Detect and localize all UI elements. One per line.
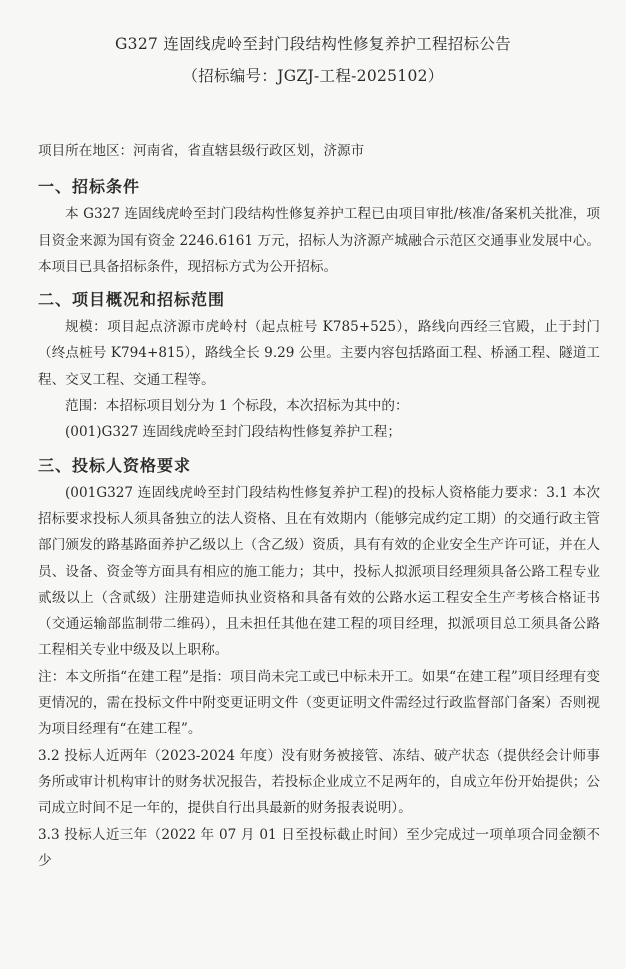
ongoing-project-note: 注：本文所指“在建工程”是指：项目尚未完工或已中标未开工。如果“在建工程”项目经理有变更情况的，需在投标文件中附变更证明文件（变更证明文件需经过行政监督部门备案）否则视为项目经理有“在建工程”。 xyxy=(38,668,600,738)
tender-scope-text: 范围：本招标项目划分为 1 个标段，本次招标为其中的： xyxy=(65,398,409,415)
document-title: G327 连固线虎岭至封门段结构性修复养护工程招标公告 xyxy=(115,35,511,53)
document-body xyxy=(38,138,600,874)
section-heading-tender-conditions: 一、招标条件 xyxy=(38,177,141,197)
tender-conditions-text: 本 G327 连固线虎岭至封门段结构性修复养护工程已由项目审批/核准/备案机关批准，项目资金来源为国有资金 2246.6161 万元，招标人为济源产城融合示范区交通事业发展中心。本项目已具备招标条件，现招标方式为公开招标。 xyxy=(38,206,600,275)
tender-lot-text: (001)G327 连固线虎岭至封门段结构性修复养护工程； xyxy=(65,424,401,441)
section-heading-bidder-qualifications: 三、投标人资格要求 xyxy=(38,455,192,475)
qualification-requirements-text: (001G327 连固线虎岭至封门段结构性修复养护工程)的投标人资格能力要求：3.1 本次招标要求投标人须具备独立的法人资格、且在有效期内（能够完成约定工期）的交通行政主管部门颁发的路基路面养护乙级以上（含乙级）资质，具有有效的企业安全生产许可证，并在人员、设备、资金等方面具有相应的施工能力；其中，投标人拟派项目经理须具备公路工程专业贰级以上（含贰级）注册建造师执业资格和具备有效的公路水运工程安全生产考核合格证书（交通运输部监制带二维码），且未担任其他在建工程的项目经理，拟派项目总工须具备公路工程相关专业中级及以上职称。 xyxy=(38,484,600,659)
project-scale-text: 规模：项目起点济源市虎岭村（起点桩号 K785+525），路线向西经三官殿，止于封门（终点桩号 K794+815），路线全长 9.29 公里。主要内容包括路面工程、桥涵工程、隧道工程、交叉工程、交通工程等。 xyxy=(38,319,600,388)
section-heading-project-overview: 二、项目概况和招标范围 xyxy=(38,290,226,310)
tender-number: （招标编号：JGZJ-工程-2025102） xyxy=(182,67,444,85)
requirement-3-2: 3.2 投标人近两年（2023-2024 年度）没有财务被接管、冻结、破产状态（提供经会计师事务所或审计机构审计的财务状况报告，若投标企业成立不足两年的，自成立年份开始提供；公司成立时间不足一年的，提供自行出具最新的财务报表说明）。 xyxy=(38,747,600,817)
requirement-3-3: 3.3 投标人近三年（2022 年 07 月 01 日至投标截止时间）至少完成过一项单项合同金额不少 xyxy=(38,826,600,869)
project-region: 项目所在地区：河南省，省直辖县级行政区划，济源市 xyxy=(38,143,365,159)
